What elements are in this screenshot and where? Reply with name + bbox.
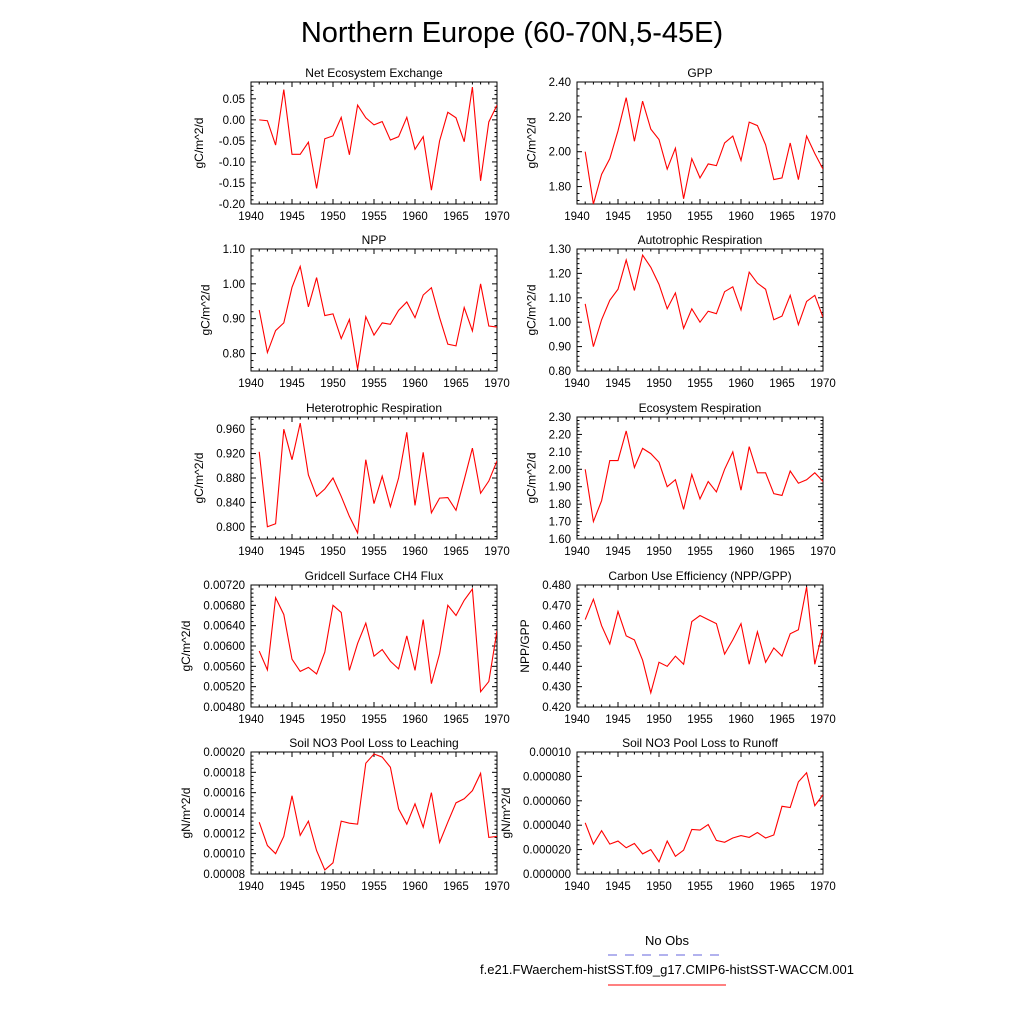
y-tick-label: 0.460: [542, 620, 571, 633]
y-tick-label: 1.30: [548, 244, 571, 256]
series-line: [585, 431, 823, 522]
y-tick-label: 1.00: [222, 278, 245, 291]
x-tick-label: 1970: [484, 881, 510, 893]
x-tick-label: 1950: [646, 881, 672, 893]
x-tick-label: 1940: [238, 211, 264, 223]
x-tick-label: 1970: [484, 211, 510, 223]
x-tick-label: 1940: [238, 546, 264, 558]
figure-title: Northern Europe (60-70N,5-45E): [300, 17, 724, 49]
x-tick-label: 1965: [443, 546, 469, 558]
panel-title: Net Ecosystem Exchange: [305, 66, 443, 80]
y-tick-label: 0.90: [222, 313, 245, 326]
x-tick-label: 1965: [443, 714, 469, 726]
y-tick-label: 0.00020: [203, 747, 245, 759]
x-tick-label: 1970: [484, 546, 510, 558]
x-tick-label: 1960: [402, 211, 428, 223]
x-tick-label: 1965: [443, 378, 469, 390]
y-tick-label: 0.000040: [523, 820, 571, 833]
x-tick-label: 1950: [320, 546, 346, 558]
x-tick-label: 1965: [769, 211, 795, 223]
y-tick-label: 0.00016: [203, 787, 245, 800]
y-tick-label: 0.000060: [523, 795, 571, 808]
panel-title: GPP: [687, 66, 713, 80]
y-tick-label: 0.00: [222, 114, 245, 127]
y-tick-label: 2.20: [548, 429, 571, 442]
y-tick-label: 0.05: [222, 93, 245, 106]
y-tick-label: 0.00720: [203, 580, 245, 592]
panel-gridcell-surface-ch4-flux: [179, 569, 510, 726]
plot-frame: [251, 249, 497, 371]
series-line: [585, 773, 823, 862]
x-tick-label: 1950: [320, 211, 346, 223]
x-tick-label: 1970: [484, 378, 510, 390]
x-tick-label: 1950: [320, 881, 346, 893]
y-tick-label: 0.480: [542, 580, 571, 592]
x-tick-label: 1940: [564, 378, 590, 390]
y-tick-label: 0.440: [542, 661, 571, 674]
plot-frame: [251, 752, 497, 874]
x-tick-label: 1945: [605, 546, 631, 558]
panel-title: NPP: [361, 233, 387, 247]
y-tick-label: 0.90: [548, 341, 571, 354]
panel-autotrophic-respiration: [524, 233, 835, 390]
x-tick-label: 1955: [687, 211, 713, 223]
y-tick-label: 0.00600: [203, 641, 245, 653]
panel-title: Gridcell Surface CH4 Flux: [304, 569, 444, 583]
y-tick-label: 1.80: [548, 499, 571, 512]
y-tick-label: 0.800: [216, 521, 245, 534]
y-axis-label: gN/m^2/d: [498, 787, 513, 839]
y-tick-label: 0.000000: [523, 869, 571, 881]
y-axis-label: gC/m^2/d: [198, 284, 213, 336]
y-tick-label: 0.00520: [203, 681, 245, 694]
y-tick-label: -0.05: [218, 135, 245, 148]
y-tick-label: 0.00014: [203, 808, 245, 820]
y-tick-label: -0.10: [218, 156, 245, 169]
x-tick-label: 1945: [605, 881, 631, 893]
x-tick-label: 1945: [605, 378, 631, 390]
y-tick-label: 0.470: [542, 600, 571, 613]
y-tick-label: 0.880: [216, 473, 245, 485]
y-axis-label: NPP/GPP: [518, 619, 532, 673]
panel-title: Autotrophic Respiration: [637, 233, 763, 247]
x-tick-label: 1960: [402, 714, 428, 726]
series-line: [585, 587, 823, 693]
x-tick-label: 1970: [484, 714, 510, 726]
panel-title: Ecosystem Respiration: [638, 401, 762, 415]
y-tick-label: -0.20: [218, 199, 245, 211]
plot-frame: [251, 585, 497, 707]
x-tick-label: 1965: [769, 378, 795, 390]
plot-frame: [251, 82, 497, 204]
panel-grid: [179, 66, 836, 893]
y-tick-label: 0.000020: [523, 844, 571, 857]
x-tick-label: 1940: [564, 881, 590, 893]
series-line: [259, 423, 497, 533]
y-tick-label: -0.15: [218, 177, 245, 190]
x-tick-label: 1965: [769, 881, 795, 893]
y-tick-label: 1.00: [548, 317, 571, 330]
y-tick-label: 2.40: [548, 77, 571, 89]
panel-npp: [198, 233, 509, 390]
y-tick-label: 0.960: [216, 424, 245, 437]
y-tick-label: 0.00010: [203, 848, 245, 861]
x-tick-label: 1965: [443, 881, 469, 893]
legend: [480, 933, 854, 985]
y-axis-label: gC/m^2/d: [524, 452, 539, 504]
y-tick-label: 0.840: [216, 497, 245, 510]
x-tick-label: 1955: [361, 714, 387, 726]
x-tick-label: 1970: [810, 881, 836, 893]
x-tick-label: 1950: [320, 714, 346, 726]
y-tick-label: 0.00680: [203, 600, 245, 613]
y-tick-label: 1.70: [548, 516, 571, 529]
x-tick-label: 1950: [646, 714, 672, 726]
x-tick-label: 1945: [279, 378, 305, 390]
y-tick-label: 1.80: [548, 181, 571, 194]
y-tick-label: 0.920: [216, 448, 245, 461]
x-tick-label: 1945: [605, 211, 631, 223]
y-tick-label: 2.00: [548, 464, 571, 477]
series-line: [585, 98, 823, 204]
y-tick-label: 2.10: [548, 446, 571, 459]
x-tick-label: 1955: [687, 378, 713, 390]
panel-title: Heterotrophic Respiration: [305, 401, 443, 415]
x-tick-label: 1970: [810, 378, 836, 390]
x-tick-label: 1945: [279, 881, 305, 893]
x-tick-label: 1945: [279, 714, 305, 726]
x-tick-label: 1955: [361, 378, 387, 390]
x-tick-label: 1960: [402, 546, 428, 558]
panel-net-ecosystem-exchange: [192, 66, 510, 223]
y-tick-label: 0.000080: [523, 771, 571, 784]
y-tick-label: 0.00010: [529, 747, 571, 759]
x-tick-label: 1950: [646, 546, 672, 558]
y-tick-label: 2.20: [548, 111, 571, 124]
x-tick-label: 1960: [402, 881, 428, 893]
y-tick-label: 0.450: [542, 641, 571, 653]
y-tick-label: 2.00: [548, 146, 571, 159]
x-tick-label: 1970: [810, 714, 836, 726]
y-tick-label: 1.60: [548, 534, 571, 546]
y-tick-label: 1.10: [222, 244, 245, 256]
x-tick-label: 1955: [687, 881, 713, 893]
x-tick-label: 1955: [361, 211, 387, 223]
y-tick-label: 0.420: [542, 702, 571, 714]
x-tick-label: 1955: [361, 881, 387, 893]
panel-ecosystem-respiration: [524, 401, 835, 558]
y-axis-label: gC/m^2/d: [192, 452, 206, 504]
x-tick-label: 1955: [361, 546, 387, 558]
plot-frame: [577, 249, 823, 371]
x-tick-label: 1945: [605, 714, 631, 726]
y-axis-label: gC/m^2/d: [524, 117, 539, 169]
series-line: [259, 589, 497, 692]
y-tick-label: 0.00480: [203, 702, 245, 714]
x-tick-label: 1965: [769, 546, 795, 558]
x-tick-label: 1945: [279, 546, 305, 558]
x-tick-label: 1955: [687, 546, 713, 558]
panel-soil-no3-pool-loss-to-runoff: [499, 736, 836, 893]
panel-heterotrophic-respiration: [192, 401, 510, 558]
x-tick-label: 1970: [810, 546, 836, 558]
y-tick-label: 0.430: [542, 681, 571, 694]
y-tick-label: 2.30: [548, 412, 571, 424]
x-tick-label: 1945: [279, 211, 305, 223]
panel-gpp: [524, 66, 835, 223]
x-tick-label: 1960: [402, 378, 428, 390]
x-tick-label: 1950: [646, 211, 672, 223]
y-tick-label: 0.00560: [203, 661, 245, 674]
x-tick-label: 1960: [728, 546, 754, 558]
plot-frame: [577, 417, 823, 539]
y-tick-label: 0.80: [548, 366, 571, 378]
legend-label-model-run: f.e21.FWaerchem-histSST.f09_g17.CMIP6-histSST-WACCM.001: [480, 962, 854, 977]
y-tick-label: 0.00018: [203, 767, 245, 780]
x-tick-label: 1960: [728, 211, 754, 223]
x-tick-label: 1955: [687, 714, 713, 726]
x-tick-label: 1940: [564, 546, 590, 558]
y-tick-label: 1.90: [548, 481, 571, 494]
x-tick-label: 1960: [728, 378, 754, 390]
panel-title: Carbon Use Efficiency (NPP/GPP): [608, 569, 792, 583]
x-tick-label: 1940: [564, 714, 590, 726]
plot-frame: [251, 417, 497, 539]
y-tick-label: 1.20: [548, 268, 571, 281]
series-line: [259, 754, 497, 870]
x-tick-label: 1950: [320, 378, 346, 390]
y-tick-label: 0.00012: [203, 828, 245, 841]
x-tick-label: 1960: [728, 714, 754, 726]
x-tick-label: 1940: [238, 378, 264, 390]
x-tick-label: 1965: [443, 211, 469, 223]
x-tick-label: 1950: [646, 378, 672, 390]
series-line: [585, 255, 823, 347]
y-axis-label: gC/m^2/d: [192, 117, 206, 169]
x-tick-label: 1940: [238, 714, 264, 726]
panel-title: Soil NO3 Pool Loss to Leaching: [289, 736, 459, 750]
panel-soil-no3-pool-loss-to-leaching: [179, 736, 510, 893]
x-tick-label: 1965: [769, 714, 795, 726]
x-tick-label: 1940: [564, 211, 590, 223]
x-tick-label: 1970: [810, 211, 836, 223]
panel-title: Soil NO3 Pool Loss to Runoff: [622, 736, 778, 750]
y-tick-label: 0.80: [222, 348, 245, 361]
series-line: [259, 266, 497, 369]
x-tick-label: 1940: [238, 881, 264, 893]
y-tick-label: 0.00008: [203, 869, 245, 881]
x-tick-label: 1960: [728, 881, 754, 893]
legend-label-no-obs: No Obs: [644, 933, 690, 948]
y-axis-label: gN/m^2/d: [179, 787, 194, 839]
plot-frame: [577, 752, 823, 874]
y-tick-label: 1.10: [548, 292, 571, 305]
panel-carbon-use-efficiency-npp-gpp: [518, 569, 836, 726]
y-tick-label: 0.00640: [203, 620, 245, 633]
y-axis-label: gC/m^2/d: [179, 620, 194, 672]
y-axis-label: gC/m^2/d: [524, 284, 539, 336]
series-line: [259, 87, 497, 190]
